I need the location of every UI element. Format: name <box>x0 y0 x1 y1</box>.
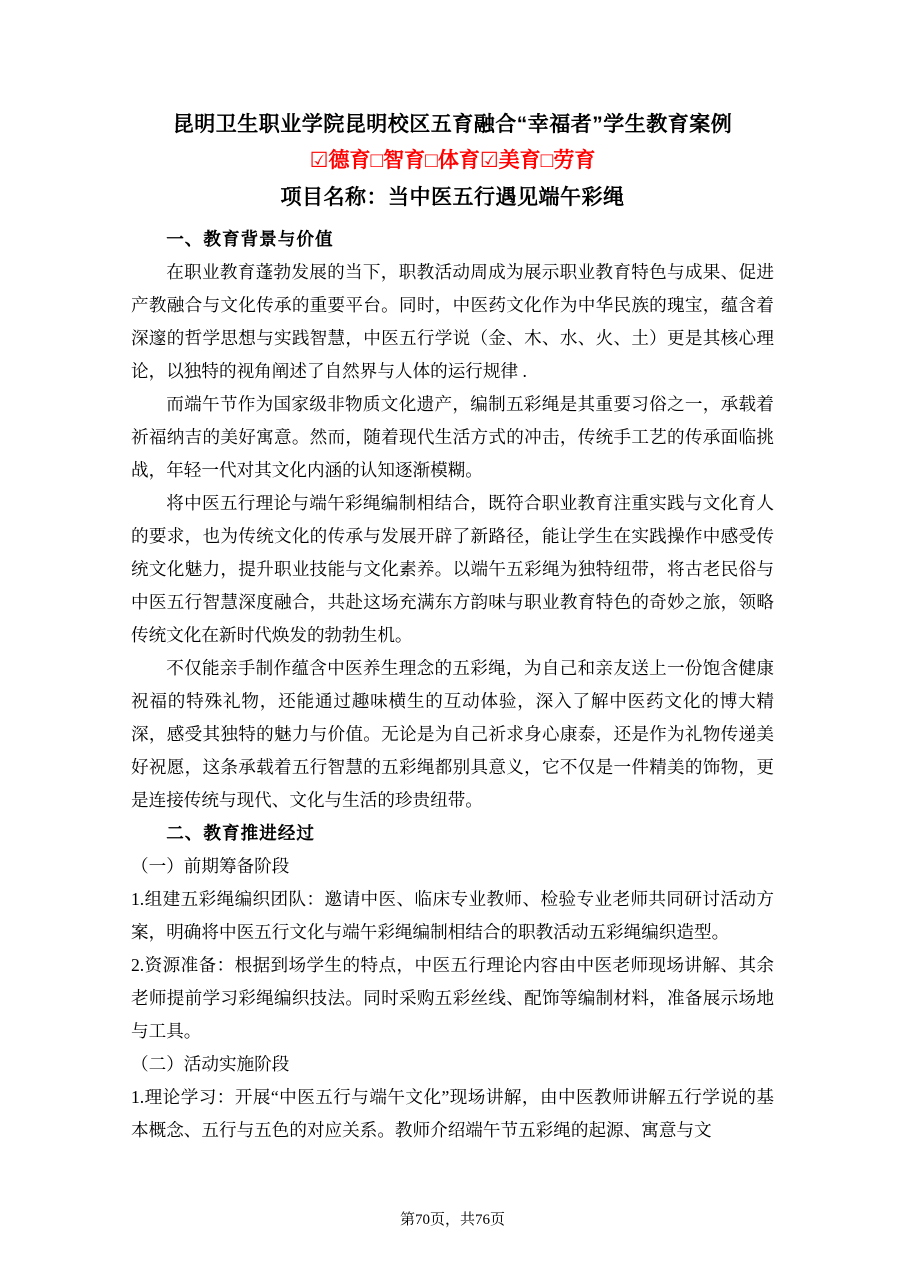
subsection-heading-prep: （一）前期筹备阶段 <box>131 856 290 876</box>
checkbox-option-deyu <box>310 149 371 172</box>
paragraph: 在职业教育蓬勃发展的当下，职教活动周成为展示职业教育特色与成果、促进产教融合与文化传承的重要平台。同时，中医药文化作为中华民族的瑰宝，蕴含着深邃的哲学思想与实践智慧，中医五行学说（金、木、水、火、土）更是其核心理论，以独特的视角阐述了自然界与人体的运行规律 . <box>131 262 774 381</box>
checkbox-option-laoyu <box>541 149 596 172</box>
list-item: 2.资源准备：根据到场学生的特点，中医五行理论内容由中医老师现场讲解、其余老师提前学习彩绳编织技法。同时采购五彩丝线、配饰等编制材料，准备展示场地与工具。 <box>131 955 774 1041</box>
checkbox-empty-icon: □ <box>540 149 554 172</box>
section-heading-1: 一、教育背景与价值 <box>166 229 334 249</box>
list-item: 1.组建五彩绳编织团队：邀请中医、临床专业教师、检验专业老师共同研讨活动方案，明确将中医五行文化与端午彩绳编制相结合的职教活动五彩绳编织造型。 <box>131 889 774 942</box>
paragraph: 不仅能亲手制作蕴含中医养生理念的五彩绳，为自己和亲友送上一份饱含健康祝福的特殊礼物，还能通过趣味横生的互动体验，深入了解中医药文化的博大精深，感受其独特的魅力与价值。无论是为自己祈求身心康泰，还是作为礼物传递美好祝愿，这条承载着五行智慧的五彩绳都别具意义，它不仅是一件精美的饰物，更是连接传统与现代、文化与生活的珍贵纽带。 <box>131 658 774 810</box>
paragraph: 将中医五行理论与端午彩绳编制相结合，既符合职业教育注重实践与文化育人的要求，也为传统文化的传承与发展开辟了新路径，能让学生在实践操作中感受传统文化魅力，提升职业技能与文化素养。以端午五彩绳为独特纽带，将古老民俗与中医五行智慧深度融合，共赴这场充满东方韵味与职业教育特色的奇妙之旅，领略传统文化在新时代焕发的勃勃生机。 <box>131 493 774 645</box>
checkbox-option-zhiyu <box>370 149 425 172</box>
paragraph: 而端午节作为国家级非物质文化遗产，编制五彩绳是其重要习俗之一，承载着祈福纳吉的美好寓意。然而，随着现代生活方式的冲击，传统手工艺的传承面临挑战，年轻一代对其文化内涵的认知逐渐模糊。 <box>131 394 774 480</box>
checkbox-label: 美育 <box>498 149 541 172</box>
section-heading-2: 二、教育推进经过 <box>166 823 315 843</box>
checkbox-option-meiyu <box>480 149 541 172</box>
list-item: 1.理论学习：开展“中医五行与端午文化”现场讲解，由中医教师讲解五行学说的基本概念、五行与五色的对应关系。教师介绍端午节五彩绳的起源、寓意与文 <box>131 1087 774 1140</box>
checkbox-empty-icon: □ <box>425 149 438 172</box>
project-name: 项目名称：当中医五行遇见端午彩绳 <box>280 186 625 209</box>
checkbox-checked-icon: ☑ <box>309 149 329 172</box>
checkbox-checked-icon: ☑ <box>479 149 499 172</box>
document-header <box>0 106 905 216</box>
five-education-checkbox-line <box>0 143 905 179</box>
page-footer <box>0 1208 905 1232</box>
checkbox-label: 德育 <box>328 149 371 172</box>
checkbox-label: 智育 <box>383 149 426 172</box>
checkbox-empty-icon: □ <box>370 149 384 172</box>
checkbox-label: 体育 <box>437 149 480 172</box>
checkbox-option-tiyu <box>425 149 480 172</box>
subsection-heading-impl: （二）活动实施阶段 <box>131 1054 290 1074</box>
checkbox-label: 劳育 <box>553 149 596 172</box>
document-body <box>131 223 774 1147</box>
page-number-indicator: 第70页，共76页 <box>399 1212 505 1228</box>
document-title: 昆明卫生职业学院昆明校区五育融合“幸福者”学生教育案例 <box>172 113 733 136</box>
